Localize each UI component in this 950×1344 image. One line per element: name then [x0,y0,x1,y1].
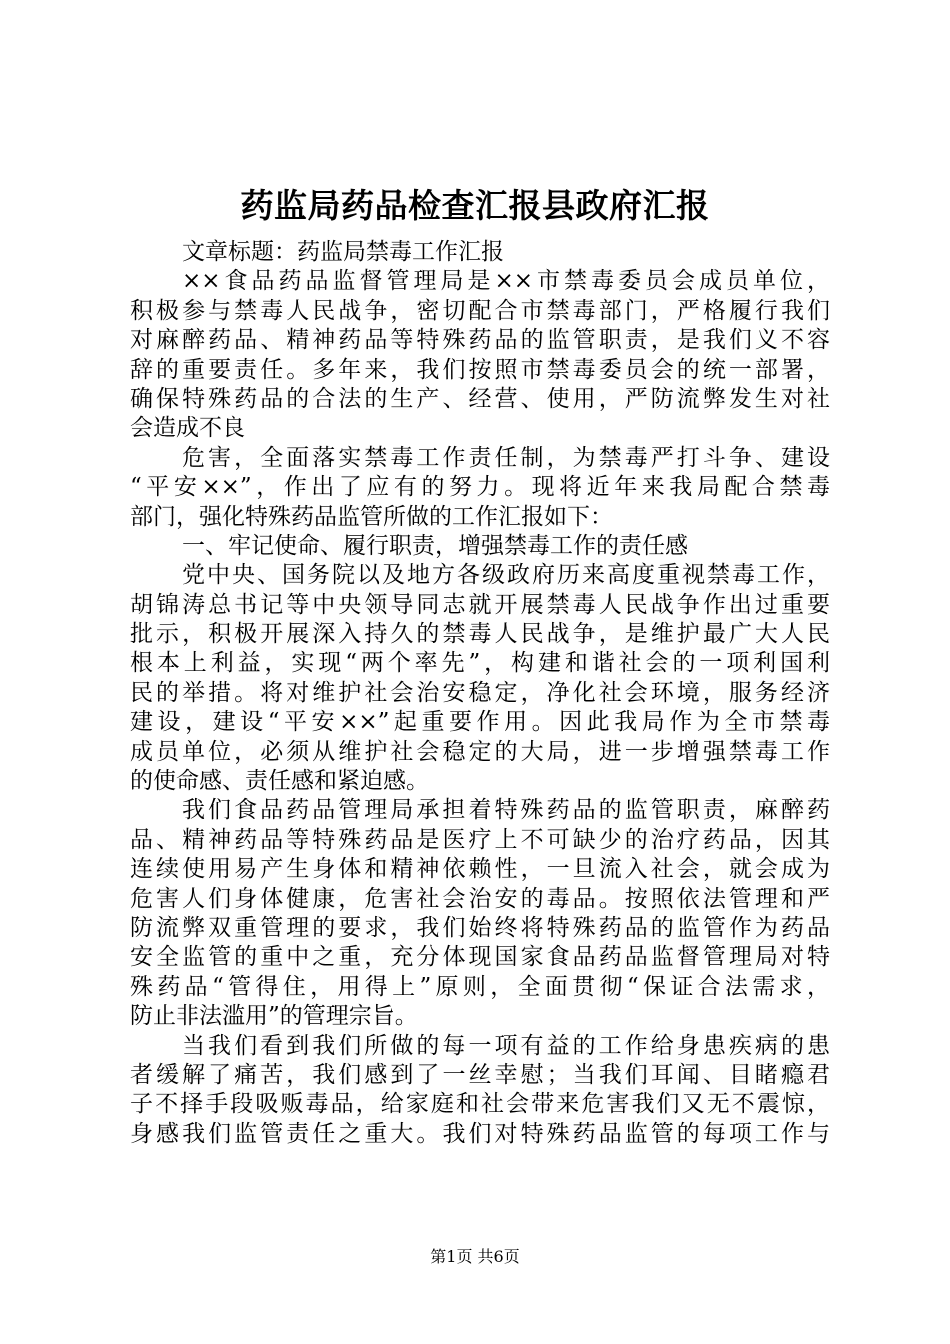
body-line: 防流弊双重管理的要求，我们始终将特殊药品的监管作为药品 [130,914,830,941]
body-line: 确保特殊药品的合法的生产、经营、使用，严防流弊发生对社 [130,385,830,412]
body-line: 部门，强化特殊药品监管所做的工作汇报如下： [130,503,613,530]
body-line: 防止非法滥用”的管理宗旨。 [130,1003,418,1030]
body-line: 民的举措。将对维护社会治安稳定，净化社会环境，服务经济 [130,679,830,706]
body-line: 危害人们身体健康，危害社会治安的毒品。按照依法管理和严 [130,885,830,912]
body-line: 者缓解了痛苦，我们感到了一丝幸慰；当我们耳闻、目睹瘾君 [130,1061,830,1088]
body-line: 当我们看到我们所做的每一项有益的工作给身患疾病的患 [182,1032,830,1059]
body-line: 殊药品“管得住，用得上”原则，全面贯彻“保证合法需求， [130,973,830,1000]
body-line: 危害，全面落实禁毒工作责任制，为禁毒严打斗争、建设 [182,444,830,471]
body-line: 安全监管的重中之重，充分体现国家食品药品监督管理局对特 [130,944,830,971]
document-title: 药监局药品检查汇报县政府汇报 [240,186,710,225]
page-footer: 第1页 共6页 [430,1247,520,1266]
body-line: 建设，建设“平安××”起重要作用。因此我局作为全市禁毒 [130,709,830,736]
body-line: 批示，积极开展深入持久的禁毒人民战争，是维护最广大人民 [130,621,830,648]
body-line: 文章标题：药监局禁毒工作汇报 [182,239,504,265]
body-line: 我们食品药品管理局承担着特殊药品的监管职责，麻醉药 [182,797,830,824]
body-line: ××食品药品监督管理局是××市禁毒委员会成员单位， [182,268,830,295]
body-line: “平安××”，作出了应有的努力。现将近年来我局配合禁毒 [130,474,830,501]
body-line: 根本上利益，实现“两个率先”，构建和谐社会的一项利国利 [130,650,830,677]
body-line: 胡锦涛总书记等中央领导同志就开展禁毒人民战争作出过重要 [130,591,830,618]
body-line: 党中央、国务院以及地方各级政府历来高度重视禁毒工作， [182,562,830,589]
body-line: 成员单位，必须从维护社会稳定的大局，进一步增强禁毒工作 [130,738,830,765]
body-line: 会造成不良 [130,415,245,442]
body-line: 对麻醉药品、精神药品等特殊药品的监管职责，是我们义不容 [130,327,830,354]
body-line: 连续使用易产生身体和精神依赖性，一旦流入社会，就会成为 [130,856,830,883]
document-body [130,238,830,1149]
body-line: 一、牢记使命、履行职责，增强禁毒工作的责任感 [182,532,688,559]
body-line: 辞的重要责任。多年来，我们按照市禁毒委员会的统一部署， [130,356,830,383]
body-line: 的使命感、责任感和紧迫感。 [130,768,429,795]
body-line: 身感我们监管责任之重大。我们对特殊药品监管的每项工作与 [130,1120,830,1147]
body-line: 品、精神药品等特殊药品是医疗上不可缺少的治疗药品，因其 [130,826,830,853]
body-line: 积极参与禁毒人民战争，密切配合市禁毒部门，严格履行我们 [130,297,830,324]
body-line: 子不择手段吸贩毒品，给家庭和社会带来危害我们又无不震惊， [130,1091,830,1118]
